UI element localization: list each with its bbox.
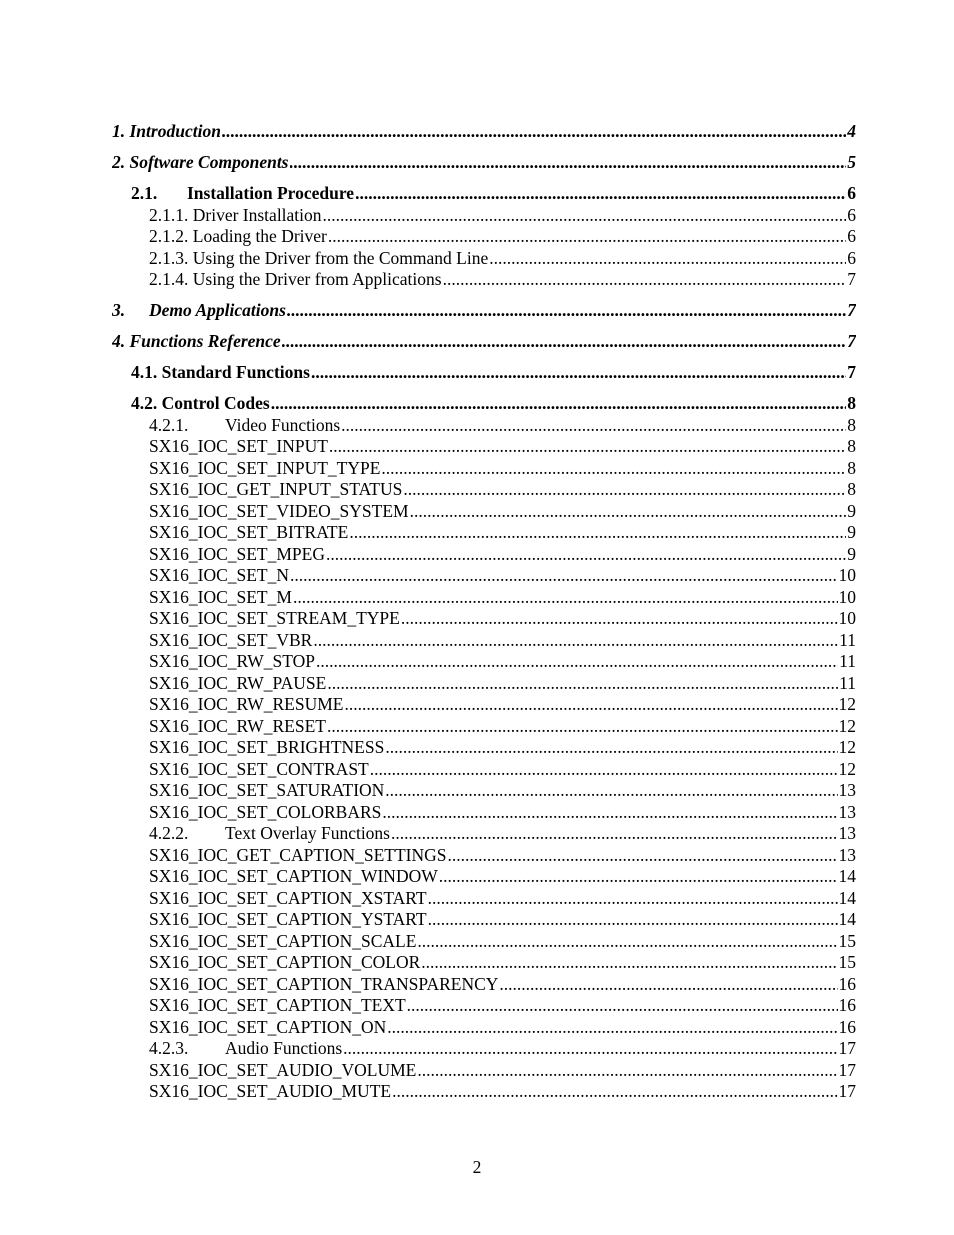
toc-entry[interactable] (112, 823, 856, 845)
toc-entry-title: SX16_IOC_RW_STOP (149, 651, 315, 671)
toc-entry-label (149, 694, 343, 716)
toc-entry-label (149, 1060, 416, 1082)
toc-entry[interactable] (112, 802, 856, 824)
toc-entry-label (149, 737, 384, 759)
toc-entry-title: SX16_IOC_SET_BITRATE (149, 522, 349, 542)
toc-entry[interactable] (112, 565, 856, 587)
dot-leader (329, 436, 846, 458)
toc-entry-label (149, 436, 328, 458)
toc-entry[interactable] (112, 1017, 856, 1039)
toc-entry-title: Video Functions (225, 414, 341, 435)
toc-entry-label (149, 845, 447, 867)
toc-entry-number: 4.2. (131, 393, 158, 413)
toc-entry-page: 4 (847, 121, 856, 141)
toc-entry[interactable] (112, 205, 856, 227)
toc-entry[interactable] (112, 931, 856, 953)
toc-entry[interactable] (112, 608, 856, 630)
toc-entry-label (149, 522, 348, 544)
toc-entry-label (149, 226, 327, 248)
toc-entry[interactable] (112, 544, 856, 566)
toc-entry-number: 2.1.4. (149, 269, 189, 289)
toc-entry-label (112, 152, 289, 174)
toc-entry-title: SX16_IOC_SET_AUDIO_MUTE (149, 1081, 392, 1101)
dot-leader (282, 331, 847, 353)
toc-entry[interactable] (112, 501, 856, 523)
toc-entry-title: SX16_IOC_SET_M (149, 586, 292, 607)
toc-entry-title: SX16_IOC_SET_CAPTION_XSTART (149, 887, 427, 908)
toc-entry[interactable] (112, 436, 856, 458)
dot-leader (328, 226, 846, 248)
toc-entry-title: Text Overlay Functions (225, 823, 390, 843)
toc-entry-title: SX16_IOC_SET_BRIGHTNESS (149, 737, 385, 757)
toc-entry-number: 4.2.2. (149, 823, 189, 843)
toc-entry[interactable] (112, 995, 856, 1017)
dot-leader (316, 651, 838, 673)
toc-entry-page: 8 (847, 414, 856, 435)
toc-entry[interactable] (112, 1060, 856, 1082)
dot-leader (327, 673, 838, 695)
toc-entry-label (149, 802, 381, 824)
toc-entry-label (149, 205, 322, 227)
toc-entry-label (149, 479, 402, 501)
toc-entry[interactable] (112, 393, 856, 415)
toc-entry-title: SX16_IOC_RW_PAUSE (149, 672, 327, 693)
toc-entry-title: SX16_IOC_SET_CAPTION_WINDOW (149, 866, 438, 886)
dot-leader (222, 121, 846, 143)
toc-entry-page: 13 (838, 801, 856, 822)
toc-entry-label (149, 1081, 391, 1103)
toc-entry-title: SX16_IOC_SET_SATURATION (149, 780, 385, 800)
toc-entry-label (149, 415, 340, 437)
dot-leader (323, 205, 847, 227)
toc-entry-title: SX16_IOC_SET_CAPTION_TRANSPARENCY (149, 973, 499, 994)
toc-entry-page: 10 (838, 608, 856, 628)
toc-entry-number: 4.2.3. (149, 1038, 189, 1058)
toc-entry[interactable] (112, 300, 856, 322)
dot-leader (448, 845, 838, 867)
toc-entry[interactable] (112, 952, 856, 974)
toc-entry-title: Audio Functions (225, 1038, 343, 1058)
toc-entry[interactable] (112, 651, 856, 673)
toc-entry-page: 16 (838, 1016, 856, 1037)
dot-leader (387, 1017, 837, 1039)
toc-entry-label (149, 630, 312, 652)
toc-entry-label (149, 909, 427, 931)
toc-entry-title: Using the Driver from the Command Line (192, 247, 489, 268)
toc-entry-page: 9 (847, 522, 856, 542)
toc-entry[interactable] (112, 331, 856, 353)
toc-entry-page: 7 (847, 300, 856, 320)
toc-entry[interactable] (112, 974, 856, 996)
toc-entry-label (149, 931, 416, 953)
toc-entry-number: 1. (112, 121, 126, 141)
toc-entry-title: SX16_IOC_RW_RESET (149, 715, 326, 736)
toc-entry-title: SX16_IOC_SET_INPUT (149, 436, 328, 456)
toc-entry-label (149, 458, 380, 480)
toc-entry-page: 11 (839, 629, 856, 650)
toc-entry-title: Control Codes (161, 393, 270, 413)
dot-leader (349, 522, 846, 544)
toc-entry-page: 17 (838, 1059, 856, 1080)
toc-entry-page: 12 (838, 758, 856, 779)
toc-entry[interactable] (112, 759, 856, 781)
toc-entry-page: 11 (839, 651, 856, 671)
toc-entry-title: Standard Functions (161, 362, 310, 382)
toc-entry[interactable] (112, 587, 856, 609)
toc-entry-title: SX16_IOC_SET_N (149, 565, 290, 585)
dot-leader (443, 269, 847, 291)
toc-entry-page: 15 (838, 930, 856, 951)
toc-entry-label (131, 393, 270, 415)
toc-entry-label (149, 248, 488, 270)
toc-entry-label (149, 1038, 342, 1060)
toc-entry-label (149, 780, 384, 802)
dot-leader (410, 501, 847, 523)
dot-leader (287, 300, 846, 322)
dot-leader (392, 1081, 837, 1103)
toc-entry-label (149, 823, 390, 845)
toc-entry-page: 6 (847, 204, 856, 225)
toc-entry-page: 9 (847, 500, 856, 521)
toc-entry-title: SX16_IOC_SET_CAPTION_COLOR (149, 952, 421, 972)
toc-entry[interactable] (112, 415, 856, 437)
toc-entry[interactable] (112, 630, 856, 652)
dot-leader (313, 630, 838, 652)
dot-leader (428, 909, 838, 931)
page-number: 2 (472, 1157, 482, 1177)
toc-entry-title: SX16_IOC_SET_AUDIO_VOLUME (149, 1059, 417, 1080)
toc-entry-title: Driver Installation (192, 204, 322, 225)
toc-entry-page: 14 (838, 909, 856, 929)
toc-entry[interactable] (112, 909, 856, 931)
dot-leader (499, 974, 837, 996)
toc-entry-number: 4.1. (131, 362, 158, 382)
toc-entry-title: SX16_IOC_SET_CONTRAST (149, 758, 369, 779)
toc-entry-page: 8 (847, 457, 856, 478)
dot-leader (293, 587, 838, 609)
toc-entry[interactable] (112, 845, 856, 867)
toc-entry-page: 17 (838, 1081, 856, 1101)
toc-entry[interactable] (112, 269, 856, 291)
toc-entry-page: 8 (847, 393, 856, 413)
toc-entry-page: 6 (847, 226, 856, 246)
toc-entry-page: 13 (838, 823, 856, 843)
table-of-contents (112, 121, 856, 1103)
toc-entry-title: SX16_IOC_SET_VIDEO_SYSTEM (149, 500, 409, 521)
dot-leader (381, 458, 846, 480)
toc-entry-number: 4.2.1. (149, 414, 189, 435)
toc-entry-page: 7 (847, 362, 856, 382)
toc-entry-label (112, 121, 221, 143)
toc-entry-title: Functions Reference (129, 331, 281, 351)
dot-leader (382, 802, 837, 824)
toc-entry-title: SX16_IOC_GET_INPUT_STATUS (149, 479, 403, 499)
toc-entry-page: 7 (847, 269, 856, 289)
dot-leader (271, 393, 847, 415)
toc-entry-label (149, 565, 289, 587)
toc-entry-page: 12 (838, 715, 856, 736)
toc-entry-number: 3. (112, 300, 126, 320)
dot-leader (290, 565, 837, 587)
toc-entry-label (149, 952, 420, 974)
toc-entry-title: Demo Applications (149, 300, 286, 320)
toc-entry-number: 2. (112, 152, 126, 172)
toc-entry-label (149, 544, 325, 566)
toc-entry-title: Loading the Driver (192, 226, 327, 246)
toc-entry[interactable] (112, 121, 856, 143)
dot-leader (343, 1038, 837, 1060)
toc-entry-page: 17 (838, 1038, 856, 1058)
toc-entry-title: SX16_IOC_SET_MPEG (149, 543, 325, 564)
toc-entry-label (149, 716, 326, 738)
toc-entry-title: Software Components (129, 152, 289, 172)
toc-entry-title: Installation Procedure (187, 183, 355, 203)
dot-leader (326, 544, 846, 566)
toc-entry-label (149, 501, 409, 523)
toc-entry-page: 13 (838, 780, 856, 800)
toc-entry-title: SX16_IOC_SET_INPUT_TYPE (149, 457, 381, 478)
toc-entry-page: 7 (847, 331, 856, 351)
dot-leader (327, 716, 838, 738)
toc-entry-page: 10 (838, 565, 856, 585)
toc-entry[interactable] (112, 888, 856, 910)
toc-entry-title: Using the Driver from Applications (192, 269, 442, 289)
toc-entry[interactable] (112, 780, 856, 802)
dot-leader (417, 1060, 837, 1082)
dot-leader (311, 362, 846, 384)
toc-entry-number: 4. (112, 331, 126, 351)
toc-entry-page: 12 (838, 694, 856, 714)
toc-entry-page: 6 (847, 247, 856, 268)
toc-entry[interactable] (112, 479, 856, 501)
dot-leader (355, 183, 846, 205)
dot-leader (341, 415, 846, 437)
toc-entry-title: SX16_IOC_SET_VBR (149, 629, 313, 650)
toc-entry-label (149, 866, 438, 888)
toc-entry[interactable] (112, 248, 856, 270)
toc-entry-label (149, 651, 315, 673)
toc-entry[interactable] (112, 673, 856, 695)
toc-entry-title: SX16_IOC_RW_RESUME (149, 694, 344, 714)
toc-entry-label (149, 587, 292, 609)
dot-leader (421, 952, 837, 974)
toc-entry-label (149, 759, 369, 781)
dot-leader (290, 152, 847, 174)
dot-leader (370, 759, 838, 781)
toc-entry[interactable] (112, 1038, 856, 1060)
dot-leader (344, 694, 837, 716)
dot-leader (385, 737, 837, 759)
toc-entry-page: 12 (838, 737, 856, 757)
toc-entry[interactable] (112, 152, 856, 174)
toc-entry-number: 2.1.3. (149, 247, 189, 268)
toc-entry-label (149, 888, 427, 910)
toc-entry-label (149, 974, 498, 996)
toc-entry[interactable] (112, 716, 856, 738)
dot-leader (428, 888, 838, 910)
dot-leader (489, 248, 846, 270)
toc-entry[interactable] (112, 737, 856, 759)
toc-entry[interactable] (112, 866, 856, 888)
toc-entry[interactable] (112, 522, 856, 544)
toc-entry-label (149, 673, 326, 695)
toc-entry-label (131, 183, 354, 205)
toc-entry-page: 8 (847, 479, 856, 499)
toc-entry[interactable] (112, 694, 856, 716)
toc-entry-label (149, 1017, 386, 1039)
toc-entry-number: 2.1.1. (149, 204, 189, 225)
toc-entry-page: 5 (847, 152, 856, 172)
toc-entry-page: 6 (847, 183, 856, 203)
toc-entry[interactable] (112, 458, 856, 480)
dot-leader (439, 866, 838, 888)
toc-entry-page: 16 (838, 995, 856, 1015)
toc-entry-title: SX16_IOC_SET_CAPTION_SCALE (149, 930, 417, 951)
toc-entry-page: 14 (838, 866, 856, 886)
toc-entry-label (149, 995, 406, 1017)
dot-leader (407, 995, 838, 1017)
toc-entry[interactable] (112, 226, 856, 248)
toc-entry[interactable] (112, 1081, 856, 1103)
toc-entry-title: Introduction (129, 121, 221, 141)
toc-entry-label (149, 608, 400, 630)
toc-entry[interactable] (112, 362, 856, 384)
dot-leader (385, 780, 837, 802)
dot-leader (417, 931, 837, 953)
toc-entry[interactable] (112, 183, 856, 205)
toc-entry-page: 15 (838, 952, 856, 972)
toc-entry-page: 14 (838, 887, 856, 908)
toc-entry-number: 2.1.2. (149, 226, 189, 246)
toc-entry-page: 8 (847, 436, 856, 456)
toc-entry-title: SX16_IOC_SET_CAPTION_YSTART (149, 909, 427, 929)
toc-entry-page: 11 (839, 672, 856, 693)
dot-leader (401, 608, 838, 630)
toc-entry-label (112, 331, 281, 353)
toc-entry-page: 13 (838, 844, 856, 865)
toc-entry-title: SX16_IOC_SET_STREAM_TYPE (149, 608, 400, 628)
toc-entry-title: SX16_IOC_GET_CAPTION_SETTINGS (149, 844, 447, 865)
toc-entry-label (149, 269, 442, 291)
toc-entry-page: 16 (838, 973, 856, 994)
dot-leader (391, 823, 838, 845)
toc-entry-title: SX16_IOC_SET_CAPTION_TEXT (149, 995, 406, 1015)
toc-entry-label (131, 362, 310, 384)
dot-leader (403, 479, 846, 501)
toc-entry-page: 10 (838, 586, 856, 607)
toc-entry-title: SX16_IOC_SET_CAPTION_ON (149, 1016, 387, 1037)
toc-entry-label (112, 300, 286, 322)
toc-entry-page: 9 (847, 543, 856, 564)
toc-entry-number: 2.1. (131, 183, 158, 203)
toc-entry-title: SX16_IOC_SET_COLORBARS (149, 801, 382, 822)
